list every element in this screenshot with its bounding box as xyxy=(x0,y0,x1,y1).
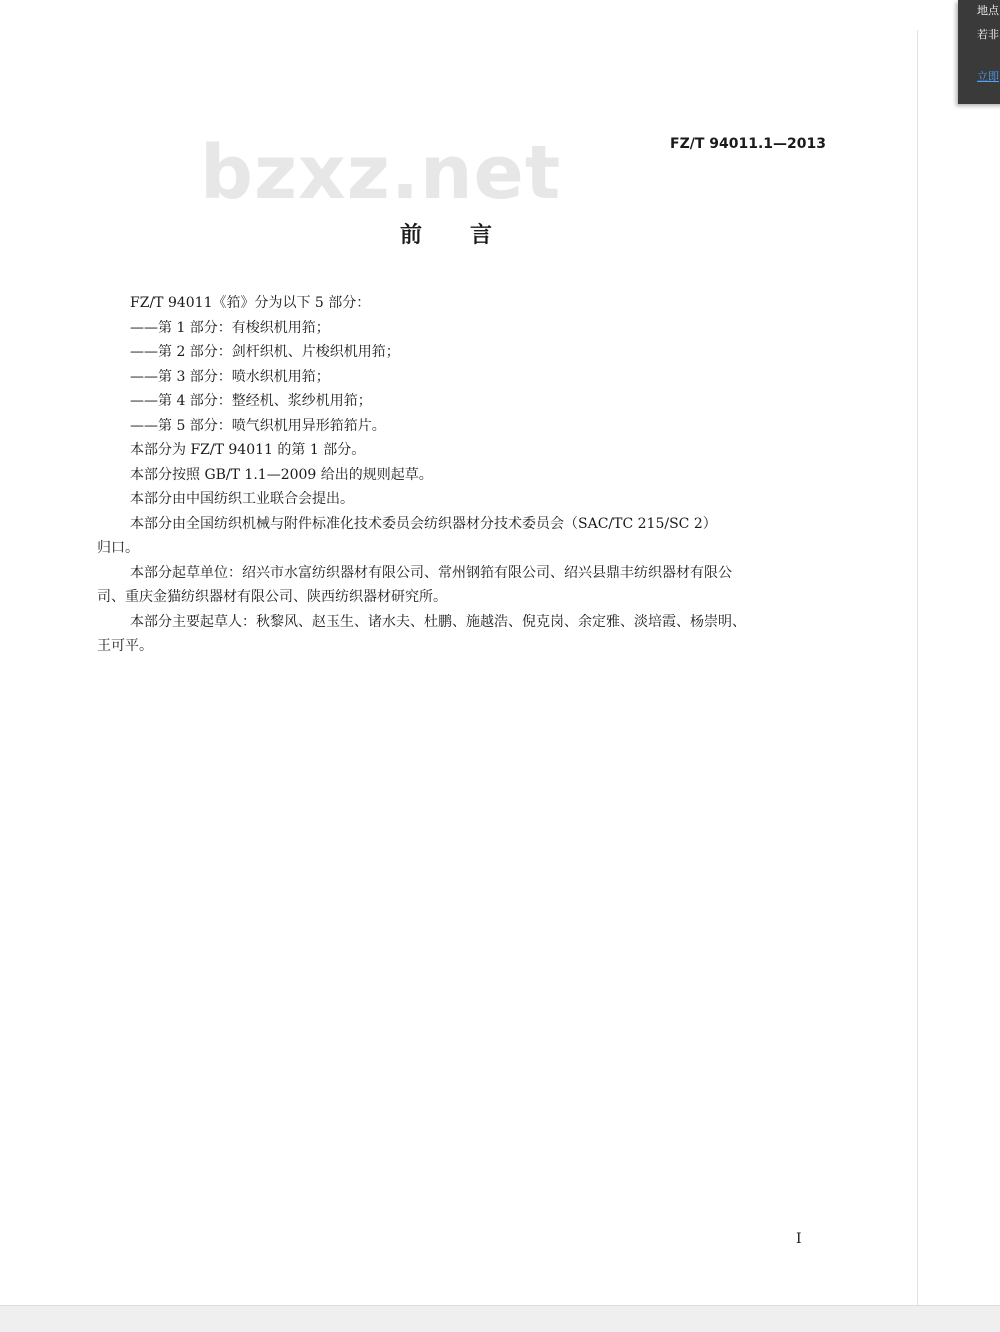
viewer-bottom-bar xyxy=(0,1305,1000,1332)
paragraph-drafting-units: 本部分起草单位：绍兴市水富纺织器材有限公司、常州钢筘有限公司、绍兴县鼎丰纺织器材有限公 xyxy=(130,564,732,581)
foreword-body xyxy=(97,291,823,659)
paragraph-part-number: 本部分为 FZ/T 94011 的第 1 部分。 xyxy=(130,442,366,458)
paragraph-committee-cont: 归口。 xyxy=(97,540,139,556)
paragraph-drafters: 本部分主要起草人：秋黎风、赵玉生、诸水夫、杜鹏、施越浩、倪克岗、余定雅、淡培霞、杨崇明、 xyxy=(130,613,746,630)
page-number: I xyxy=(796,1231,802,1247)
list-item-part-2: ——第 2 部分：剑杆织机、片梭织机用筘； xyxy=(130,344,400,360)
paragraph-drafting-units-cont: 司、重庆金猫纺织器材有限公司、陕西纺织器材研究所。 xyxy=(97,589,447,605)
list-item-part-4: ——第 4 部分：整经机、浆纱机用筘； xyxy=(130,393,372,409)
watermark: bzxz.net xyxy=(200,130,562,216)
popup-link[interactable]: 立即 xyxy=(977,70,999,83)
list-item-part-3: ——第 3 部分：喷水织机用筘； xyxy=(130,368,330,385)
notification-popup xyxy=(958,0,1000,104)
standard-number: FZ/T 94011.1—2013 xyxy=(670,136,826,152)
paragraph-parts-intro: FZ/T 94011《筘》分为以下 5 部分： xyxy=(130,295,371,311)
page-edge-line xyxy=(917,30,918,1305)
paragraph-proposer: 本部分由中国纺织工业联合会提出。 xyxy=(130,491,354,507)
paragraph-drafting-rules: 本部分按照 GB/T 1.1—2009 给出的规则起草。 xyxy=(130,466,433,483)
list-item-part-5: ——第 5 部分：喷气织机用异形筘筘片。 xyxy=(130,417,386,434)
page-title: 前言 xyxy=(400,223,541,248)
list-item-part-1: ——第 1 部分：有梭织机用筘； xyxy=(130,319,330,336)
popup-text-line-2: 若非 xyxy=(977,28,999,41)
paragraph-committee: 本部分由全国纺织机械与附件标准化技术委员会纺织器材分技术委员会（SAC/TC 215/SC 2） xyxy=(130,515,717,532)
paragraph-drafters-cont: 王可平。 xyxy=(97,638,153,654)
popup-text-line-1: 地点 xyxy=(977,4,999,17)
